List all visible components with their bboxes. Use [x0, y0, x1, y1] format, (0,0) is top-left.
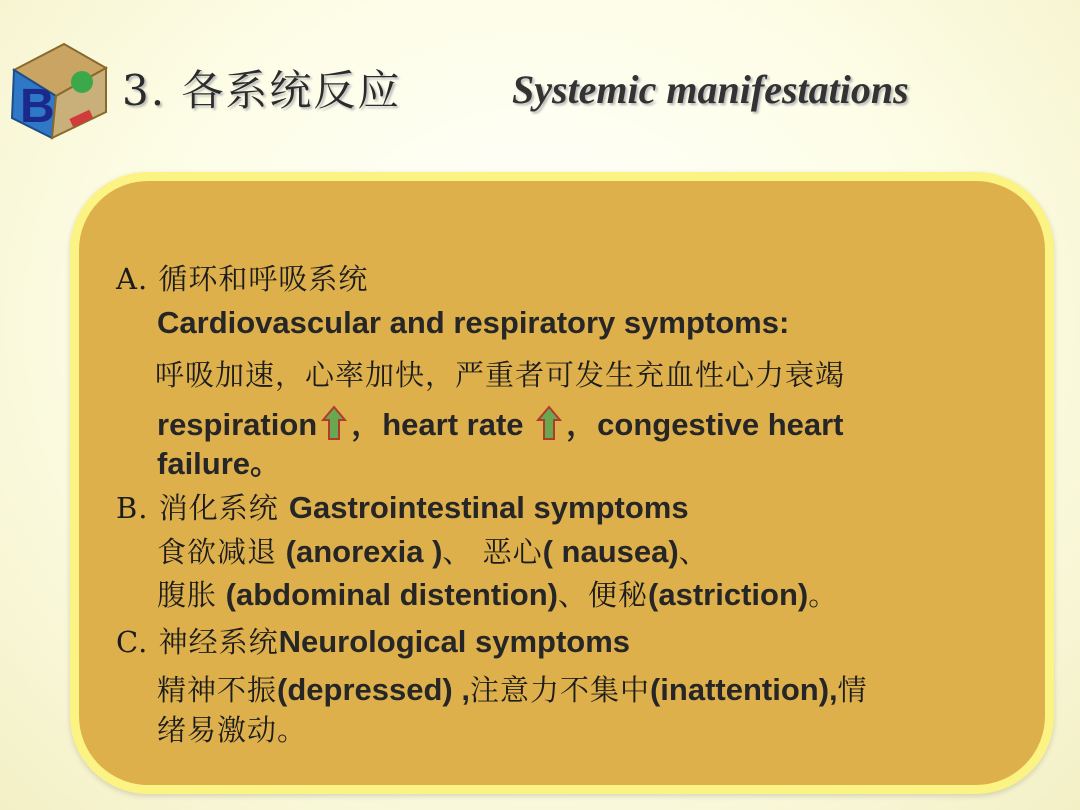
- inattention-text: (inattention),: [649, 672, 838, 707]
- section-b-heading-chinese: B. 消化系统: [116, 491, 279, 525]
- constipation-chinese: 、便秘: [558, 578, 649, 612]
- period: 。: [808, 578, 839, 612]
- appetite-loss-chinese: 食欲减退: [157, 535, 278, 569]
- section-b-line-1: [157, 530, 709, 571]
- separator: 、: [678, 535, 709, 569]
- up-arrow-icon: [321, 405, 347, 441]
- failure-text: failure。: [157, 446, 282, 481]
- section-c-heading-chinese: C. 神经系统: [116, 625, 279, 659]
- heart-rate-text: ，heart rate: [351, 407, 524, 442]
- section-c-heading-english: Neurological symptoms: [278, 624, 631, 659]
- depressed-text: (depressed) ,: [277, 672, 470, 707]
- bloating-chinese: 腹胀: [157, 578, 218, 612]
- logo-cube: [6, 22, 114, 140]
- inattention-chinese: 注意力不集中: [469, 673, 650, 707]
- section-b-heading: [116, 486, 689, 527]
- anorexia-text: (anorexia ): [277, 534, 443, 569]
- abdominal-distention-text: (abdominal distention): [217, 577, 559, 612]
- section-a-english-heading: Cardiovascular and respiratory symptoms:: [157, 305, 790, 340]
- section-c-line-1: [157, 668, 868, 709]
- emotion-chinese-start: 情: [837, 673, 868, 707]
- section-c-heading: [116, 620, 630, 661]
- section-a-heading: A. 循环和呼吸系统: [116, 262, 369, 296]
- section-a-chinese-description: 呼吸加速，心率加快，严重者可发生充血性心力衰竭: [155, 358, 846, 392]
- section-b-heading-english: Gastrointestinal symptoms: [288, 490, 689, 525]
- slide-title-english: Systemic manifestations: [512, 67, 909, 112]
- slide-title-chinese: 3. 各系统反应: [122, 66, 402, 115]
- congestive-heart-text: ，congestive heart: [566, 407, 844, 442]
- nausea-chinese: 、 恶心: [442, 535, 543, 569]
- depressed-chinese: 精神不振: [157, 673, 278, 707]
- logo-letter: B: [20, 80, 55, 133]
- astriction-text: (astriction): [648, 577, 809, 612]
- section-c-line-2: 绪易激动。: [157, 713, 308, 747]
- section-b-line-2: [157, 573, 838, 614]
- up-arrow-icon: [536, 405, 562, 441]
- respiration-text: respiration: [157, 407, 318, 442]
- nausea-text: ( nausea): [542, 534, 679, 569]
